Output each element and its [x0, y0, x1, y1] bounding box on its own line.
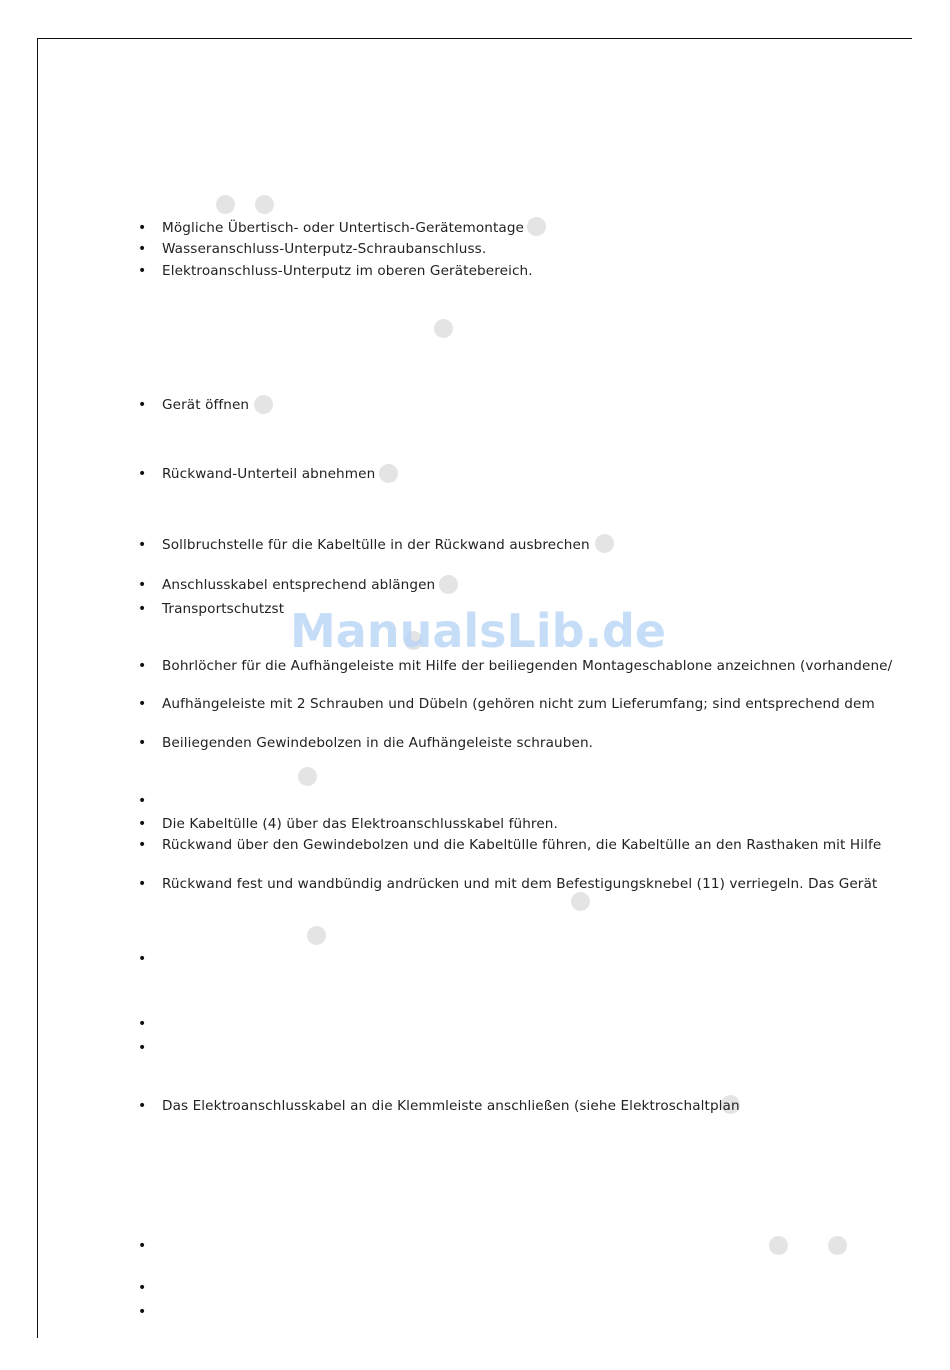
- bullet: •: [138, 601, 147, 617]
- bullet: •: [138, 658, 147, 674]
- callout-marker: [595, 534, 614, 553]
- list-item: Beiliegenden Gewindebolzen in die Aufhängeleiste schrauben.: [162, 735, 594, 751]
- page-border-left: [37, 38, 38, 1338]
- list-item: Rückwand fest und wandbündig andrücken und mit dem Befestigungsknebel (11) verriegeln. Das Gerät: [162, 876, 878, 892]
- bullet: •: [138, 577, 147, 593]
- watermark: ManualsLib.de: [290, 604, 667, 658]
- callout-marker: [571, 892, 590, 911]
- bullet: •: [138, 793, 147, 809]
- bullet: •: [138, 876, 147, 892]
- callout-marker: [216, 195, 235, 214]
- list-item: Transportschutzst: [162, 601, 285, 617]
- bullet: •: [138, 1238, 147, 1254]
- bullet: •: [138, 466, 147, 482]
- bullet: •: [138, 696, 147, 712]
- list-item: Elektroanschluss-Unterputz im oberen Gerätebereich.: [162, 263, 533, 279]
- list-item: Aufhängeleiste mit 2 Schrauben und Dübeln (gehören nicht zum Lieferumfang; sind entsprechend dem: [162, 696, 875, 712]
- bullet: •: [138, 1040, 147, 1056]
- list-item: Wasseranschluss-Unterputz-Schraubanschluss.: [162, 241, 487, 257]
- callout-marker: [255, 195, 274, 214]
- callout-marker: [379, 464, 398, 483]
- callout-marker: [828, 1236, 847, 1255]
- list-item: Rückwand-Unterteil abnehmen: [162, 466, 376, 482]
- callout-marker: [434, 319, 453, 338]
- list-item: Sollbruchstelle für die Kabeltülle in der Rückwand ausbrechen: [162, 537, 590, 553]
- page-border-top: [37, 38, 912, 39]
- list-item: Mögliche Übertisch- oder Untertisch-Gerätemontage: [162, 220, 525, 236]
- callout-marker: [298, 767, 317, 786]
- list-item: Bohrlöcher für die Aufhängeleiste mit Hilfe der beiliegenden Montageschablone anzeichnen (vorhandene/: [162, 658, 893, 674]
- bullet: •: [138, 537, 147, 553]
- bullet: •: [138, 1280, 147, 1296]
- list-item: Gerät öffnen: [162, 397, 250, 413]
- bullet: •: [138, 951, 147, 967]
- bullet: •: [138, 735, 147, 751]
- callout-marker: [439, 575, 458, 594]
- bullet: •: [138, 837, 147, 853]
- bullet: •: [138, 263, 147, 279]
- bullet: •: [138, 1304, 147, 1320]
- list-item: Rückwand über den Gewindebolzen und die Kabeltülle führen, die Kabeltülle an den Rasthaken mit Hilfe: [162, 837, 882, 853]
- bullet: •: [138, 1016, 147, 1032]
- bullet: •: [138, 241, 147, 257]
- callout-marker: [769, 1236, 788, 1255]
- bullet: •: [138, 397, 147, 413]
- bullet: •: [138, 1098, 147, 1114]
- bullet: •: [138, 816, 147, 832]
- callout-marker: [527, 217, 546, 236]
- list-item: Die Kabeltülle (4) über das Elektroanschlusskabel führen.: [162, 816, 558, 832]
- callout-marker: [254, 395, 273, 414]
- callout-marker: [307, 926, 326, 945]
- list-item: Anschlusskabel entsprechend ablängen: [162, 577, 436, 593]
- bullet: •: [138, 220, 147, 236]
- list-item: Das Elektroanschlusskabel an die Klemmleiste anschließen (siehe Elektroschaltplan: [162, 1098, 740, 1114]
